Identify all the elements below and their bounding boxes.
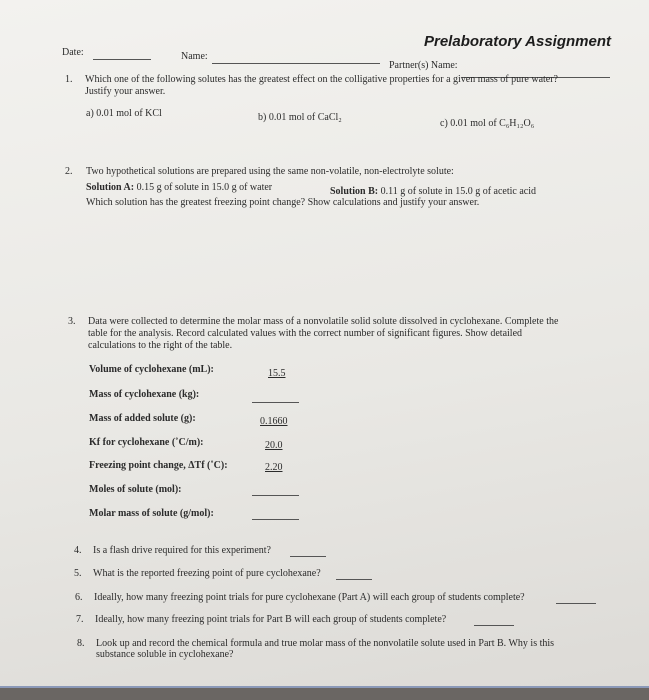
q2-solution-a bbox=[86, 182, 272, 194]
q2-solution-a-label: Solution A: bbox=[86, 182, 135, 193]
q5-answer-blank bbox=[336, 579, 372, 580]
row-kf-value: 20.0 bbox=[265, 440, 283, 451]
date-blank bbox=[93, 59, 151, 60]
q2-solution-b-label: Solution B: bbox=[330, 186, 379, 197]
q2-number: 2. bbox=[65, 166, 73, 177]
row-delta-tf-value: 2.20 bbox=[265, 462, 283, 473]
q7-text: Ideally, how many freezing point trials for Part B will each group of students complete? bbox=[95, 614, 447, 625]
q8-number: 8. bbox=[77, 638, 85, 649]
q1-option-b: b) 0.01 mol of CaCl₂ bbox=[258, 112, 342, 123]
name-blank bbox=[212, 63, 380, 64]
partner-label: Partner(s) Name: bbox=[389, 60, 458, 71]
row-mass-solute-label: Mass of added solute (g): bbox=[89, 413, 196, 424]
q7-number: 7. bbox=[76, 614, 84, 625]
q4-answer-blank bbox=[290, 556, 326, 557]
row-volume-label: Volume of cyclohexane (mL): bbox=[89, 364, 214, 375]
q4-text: Is a flash drive required for this experiment? bbox=[93, 545, 271, 556]
q3-line2: table for the analysis. Record calculated values with the correct number of significant figures. Show detailed bbox=[88, 328, 523, 339]
q3-line3: calculations to the right of the table. bbox=[88, 340, 233, 351]
q1-text-line1: Which one of the following solutes has the greatest effect on the colligative properties for a given mass of pure water? bbox=[85, 74, 558, 85]
q5-text: What is the reported freezing point of pure cyclohexane? bbox=[93, 568, 321, 579]
row-molar-mass-blank bbox=[252, 519, 299, 520]
q2-line3: Which solution has the greatest freezing point change? Show calculations and justify your answer. bbox=[86, 197, 480, 208]
q8-text-line1: Look up and record the chemical formula and true molar mass of the nonvolatile solute used in Part B. Why is this bbox=[96, 638, 555, 649]
q1-option-c: c) 0.01 mol of C₆H₁₂O₆ bbox=[440, 118, 535, 129]
row-volume-value: 15.5 bbox=[268, 368, 286, 379]
row-mass-cyclohexane-blank bbox=[252, 402, 299, 403]
row-delta-tf-label: Freezing point change, ΔTf (˚C): bbox=[89, 460, 228, 471]
q1-text-line2: Justify your answer. bbox=[85, 86, 166, 97]
row-kf-label: Kf for cyclohexane (˚C/m): bbox=[89, 437, 204, 448]
name-label: Name: bbox=[181, 51, 208, 62]
q5-number: 5. bbox=[74, 568, 82, 579]
desk-background bbox=[0, 688, 649, 700]
q7-answer-blank bbox=[474, 625, 514, 626]
row-moles-label: Moles of solute (mol): bbox=[89, 484, 182, 495]
q1-option-a: a) 0.01 mol of KCl bbox=[86, 108, 162, 119]
date-label: Date: bbox=[62, 47, 84, 58]
q6-text: Ideally, how many freezing point trials for pure cyclohexane (Part A) will each group of students complete? bbox=[94, 592, 525, 603]
row-molar-mass-label: Molar mass of solute (g/mol): bbox=[89, 508, 214, 519]
q6-answer-blank bbox=[556, 603, 596, 604]
row-moles-blank bbox=[252, 495, 299, 496]
row-mass-solute-value: 0.1660 bbox=[260, 416, 288, 427]
q3-number: 3. bbox=[68, 316, 76, 327]
q8-text-line2: substance soluble in cyclohexane? bbox=[96, 649, 234, 660]
row-mass-cyclohexane-label: Mass of cyclohexane (kg): bbox=[89, 389, 200, 400]
q1-number: 1. bbox=[65, 74, 73, 85]
q6-number: 6. bbox=[75, 592, 83, 603]
page-title: Prelaboratory Assignment bbox=[424, 33, 611, 50]
q4-number: 4. bbox=[74, 545, 82, 556]
q3-line1: Data were collected to determine the molar mass of a nonvolatile solid solute dissolved in cyclohexane. Complete the bbox=[88, 316, 559, 327]
q2-solution-b-text: 0.11 g of solute in 15.0 g of acetic acid bbox=[378, 186, 536, 197]
q2-line1: Two hypothetical solutions are prepared using the same non-volatile, non-electrolyte solute: bbox=[86, 166, 454, 177]
q2-solution-a-text: 0.15 g of solute in 15.0 g of water bbox=[134, 182, 273, 193]
